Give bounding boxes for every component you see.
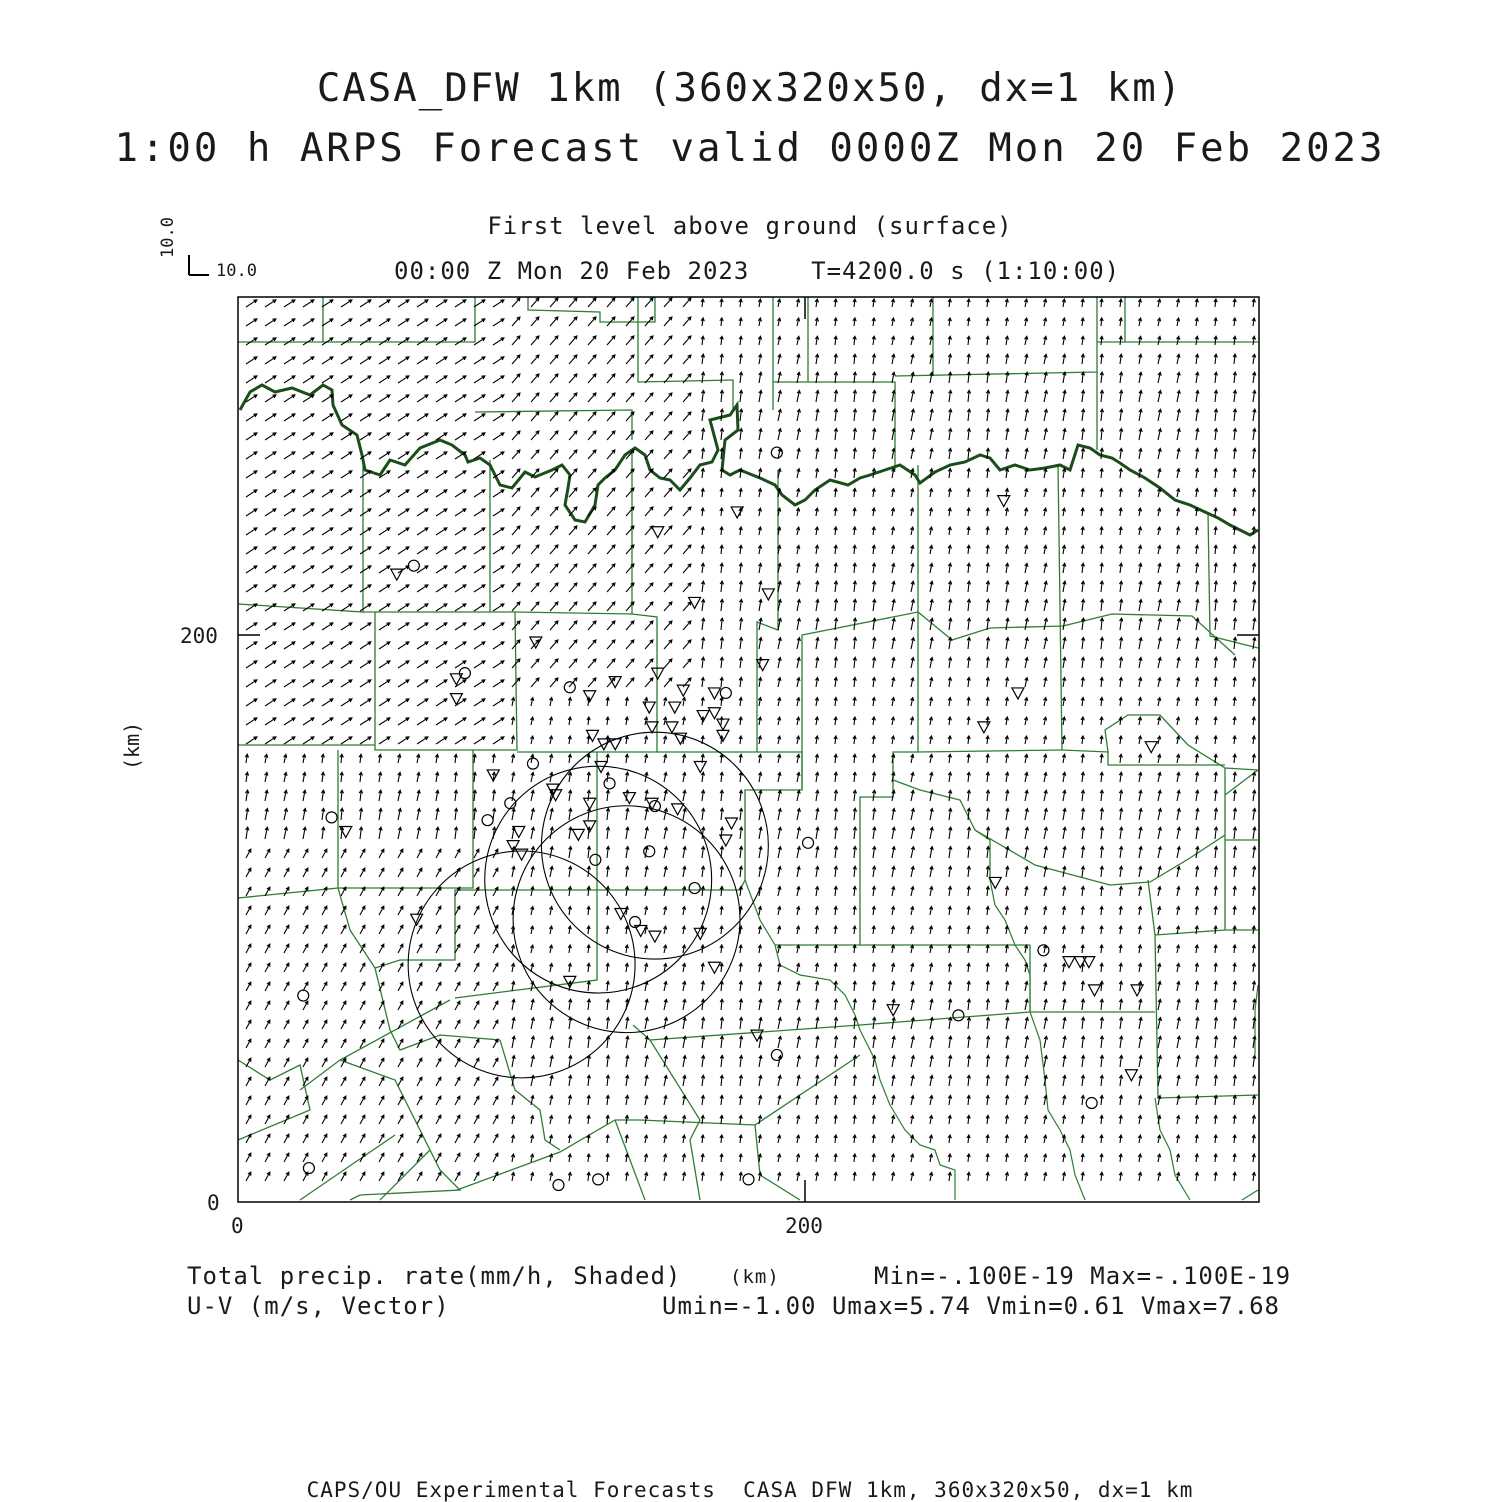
station-triangle-marker (708, 708, 720, 719)
wind-vector-field (245, 298, 1256, 1181)
vector-field-label: U-V (m/s, Vector) (187, 1292, 450, 1320)
chart-title-line1: CASA_DFW 1km (360x320x50, dx=1 km) (316, 66, 1184, 111)
station-triangle-marker (572, 829, 584, 840)
station-triangle-marker (708, 962, 720, 973)
valid-time-label: 00:00 Z Mon 20 Feb 2023 T=4200.0 s (1:10:00) (394, 257, 1121, 285)
station-circle-marker (527, 758, 538, 769)
station-triangle-marker (669, 702, 681, 713)
station-triangle-marker (530, 637, 542, 648)
station-circle-marker (326, 812, 337, 823)
station-triangle-marker (649, 931, 661, 942)
chart-title-line2: 1:00 h ARPS Forecast valid 0000Z Mon 20 Feb 2023 (114, 126, 1386, 171)
red-river-state-border (240, 385, 1258, 535)
shaded-minmax: Min=-.100E-19 Max=-.100E-19 (874, 1262, 1292, 1290)
x-axis-label: (km) (730, 1266, 780, 1288)
station-circle-marker (1038, 945, 1049, 956)
station-circle-marker (1086, 1098, 1097, 1109)
station-triangle-marker (717, 730, 729, 741)
station-triangle-marker (725, 818, 737, 829)
shaded-field-label: Total precip. rate(mm/h, Shaded) (187, 1262, 682, 1290)
station-triangle-marker (708, 688, 720, 699)
y-tick-0: 0 (207, 1191, 220, 1215)
radar-range-ring (408, 851, 635, 1078)
station-triangle-marker (646, 722, 658, 733)
radar-range-ring (541, 732, 768, 959)
station-circle-marker (298, 990, 309, 1001)
station-circle-marker (408, 560, 419, 571)
station-triangle-marker (411, 914, 423, 925)
station-circle-marker (771, 447, 782, 458)
station-triangle-marker (978, 722, 990, 733)
y-axis-label: (km) (120, 721, 144, 770)
station-triangle-marker (584, 798, 596, 809)
station-circle-marker (590, 854, 601, 865)
x-tick-200: 200 (785, 1214, 823, 1238)
station-triangle-marker (998, 496, 1010, 507)
station-circle-marker (482, 815, 493, 826)
vector-minmax: Umin=-1.00 Umax=5.74 Vmin=0.61 Vmax=7.68 (662, 1292, 1280, 1320)
x-tick-0: 0 (231, 1214, 244, 1238)
station-circle-marker (743, 1174, 754, 1185)
station-triangle-marker (1089, 985, 1101, 996)
station-circle-marker (553, 1180, 564, 1191)
radar-range-ring (485, 766, 712, 993)
station-circle-marker (604, 778, 615, 789)
level-label: First level above ground (surface) (487, 212, 1013, 240)
river-lines (745, 880, 1258, 1200)
station-triangle-marker (762, 589, 774, 600)
radar-range-ring (513, 806, 740, 1033)
station-circle-marker (564, 682, 575, 693)
wind-vectors (245, 298, 1256, 1181)
station-triangle-marker (1145, 742, 1157, 753)
station-triangle-marker (1131, 985, 1143, 996)
station-triangle-marker (1012, 688, 1024, 699)
station-circle-marker (953, 1010, 964, 1021)
radar-range-rings (408, 732, 768, 1078)
station-circle-marker (803, 837, 814, 848)
station-triangle-marker (652, 527, 664, 538)
station-triangle-marker (757, 660, 769, 671)
station-circle-marker (303, 1163, 314, 1174)
station-circle-marker (644, 846, 655, 857)
station-triangle-marker (1125, 1070, 1137, 1081)
vector-reference-icon (189, 255, 209, 275)
station-circle-marker (689, 883, 700, 894)
station-triangle-marker (666, 722, 678, 733)
station-triangle-marker (717, 719, 729, 730)
station-circle-marker (593, 1174, 604, 1185)
station-triangle-marker (672, 804, 684, 815)
station-triangle-marker (694, 761, 706, 772)
county-boundaries (238, 297, 1258, 1200)
station-markers (298, 447, 1157, 1190)
y-tick-200: 200 (180, 624, 218, 648)
footer-credit: CAPS/OU Experimental Forecasts CASA DFW 1km, 360x320x50, dx=1 km (306, 1478, 1194, 1502)
vector-ref-y-label: 10.0 (158, 217, 178, 258)
station-triangle-marker (584, 821, 596, 832)
station-triangle-marker (623, 793, 635, 804)
vector-ref-x-label: 10.0 (216, 261, 257, 281)
station-circle-marker (720, 687, 731, 698)
